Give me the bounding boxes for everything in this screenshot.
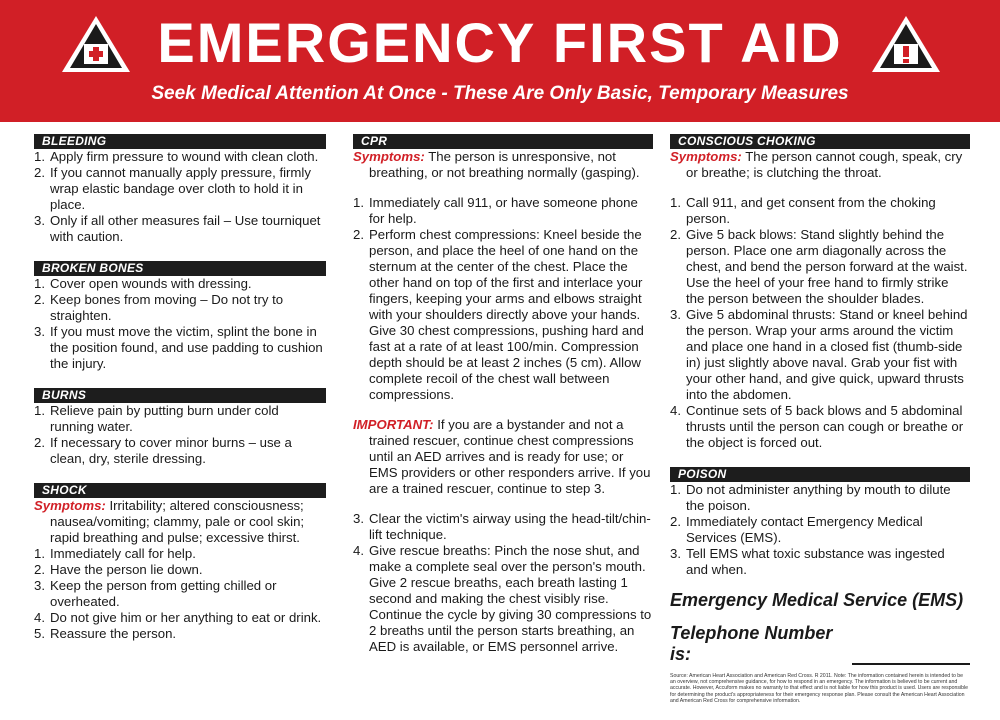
section-heading: SHOCK (34, 483, 326, 498)
shock-body (34, 498, 326, 642)
section-burns (34, 388, 326, 467)
page-title: EMERGENCY FIRST AID (157, 11, 843, 74)
column-middle (353, 134, 653, 671)
section-bleeding (34, 134, 326, 245)
list-item: 2. Keep bones from moving – Do not try to straighten. (34, 292, 284, 323)
list-item: 4. Do not give him or her anything to eat or drink. (34, 610, 322, 625)
list-item: 1. Relieve pain by putting burn under cold running water. (34, 403, 279, 434)
symptoms-text: Symptoms: The person is unresponsive, not breathing, or not breathing normally (gasping). (353, 149, 640, 180)
section-cpr (353, 134, 653, 655)
list-item: 2. If you cannot manually apply pressure, firmly wrap elastic bandage over cloth to hold it in place. (34, 165, 311, 212)
list-item: 3. Tell EMS what toxic substance was ingested and when. (670, 546, 945, 577)
list-item: 1. Do not administer anything by mouth to dilute the poison. (670, 482, 951, 513)
column-left (34, 134, 326, 658)
list-item: 1. Apply firm pressure to wound with clean cloth. (34, 149, 319, 164)
symptoms-text: Symptoms: Irritability; altered consciousness; nausea/vomiting; clammy, pale or cool skin; rapid breathing and pulse; excessive thirst. (34, 498, 305, 545)
list-item: 3. If you must move the victim, splint the bone in the position found, and use padding to cushion the injury. (34, 324, 323, 371)
list-item: 5. Reassure the person. (34, 626, 177, 641)
section-poison (670, 467, 970, 704)
broken-bones-list (34, 276, 326, 372)
list-item: 1. Immediately call 911, or have someone phone for help. (353, 195, 638, 226)
section-heading: POISON (670, 467, 970, 482)
list-item: 3. Only if all other measures fail – Use tourniquet with caution. (34, 213, 321, 244)
fine-print: Source: American Heart Association and American Red Cross. R 2011. Note: The information contained herein is intended to be an overview, not comprehensive guidance, for how to respond in an emergency. The information is believed to be current and accurate. However, Accuform makes no warranty to that effect and is not liable for how this product is used. Users are responsible for determining the product's appropriateness for their emergency response plan. Please consult the American Heart Association and American Red Cross for comprehensive information. (670, 673, 969, 704)
list-item: 3. Clear the victim's airway using the head-tilt/chin-lift technique. (353, 511, 651, 542)
page-subtitle: Seek Medical Attention At Once - These Are Only Basic, Temporary Measures (151, 83, 849, 104)
poison-list (670, 482, 970, 578)
phone-row (670, 623, 970, 665)
list-item: 1. Immediately call for help. (34, 546, 196, 561)
cpr-body (353, 149, 653, 655)
list-item: 2. Perform chest compressions: Kneel beside the person, and place the heel of one hand on the sternum at the center of the chest. Place the other hand on top of the first and interlace your fingers, keeping your arms and elbows straight with your shoulders directly above your hands. Give 30 chest compressions, pushing hard and fast at a rate of at least 100/min. Compression depth should be at least 2 inches (5 cm). Allow complete recoil of the chest wall between compressions. (353, 227, 644, 402)
header-banner (0, 0, 1000, 122)
list-item: 3. Give 5 abdominal thrusts: Stand or kneel behind the person. Wrap your arms around the victim and place one hand in a closed fist (thumb-side in) just slightly above naval. Grab your fist with your other hand, and give quick, upward thrusts into the abdomen. (670, 307, 968, 402)
section-broken-bones (34, 261, 326, 372)
bleeding-list (34, 149, 326, 245)
section-heading: BLEEDING (34, 134, 326, 149)
list-item: 1. Cover open wounds with dressing. (34, 276, 252, 291)
section-heading: CPR (353, 134, 653, 149)
choking-body (670, 149, 970, 451)
list-item: 2. Give 5 back blows: Stand slightly behind the person. Place one arm diagonally across the chest, and bend the person forward at the waist. Use the heel of your free hand to firmly strike the person between the shoulder blades. (670, 227, 968, 306)
section-heading: CONSCIOUS CHOKING (670, 134, 970, 149)
section-heading: BROKEN BONES (34, 261, 326, 276)
list-item: 4. Continue sets of 5 back blows and 5 abdominal thrusts until the person can cough or breathe or the object is forced out. (670, 403, 964, 450)
phone-label: Telephone Number is: (670, 623, 833, 664)
section-shock (34, 483, 326, 642)
column-right (670, 134, 970, 720)
important-note: IMPORTANT: If you are a bystander and not a trained rescuer, continue chest compressions until an AED arrives and is ready for use; or EMS providers or other responders arrive. If you are a trained rescuer, continue to step 3. (353, 417, 651, 496)
section-heading: BURNS (34, 388, 326, 403)
list-item: 3. Keep the person from getting chilled or overheated. (34, 578, 277, 609)
ems-title: Emergency Medical Service (EMS) (670, 590, 964, 610)
symptoms-text: Symptoms: The person cannot cough, speak, cry or breathe; is clutching the throat. (670, 149, 963, 180)
list-item: 1. Call 911, and get consent from the choking person. (670, 195, 936, 226)
phone-blank-line (852, 647, 970, 665)
list-item: 2. Immediately contact Emergency Medical Services (EMS). (670, 514, 923, 545)
burns-list (34, 403, 326, 467)
list-item: 2. Have the person lie down. (34, 562, 203, 577)
section-conscious-choking (670, 134, 970, 451)
list-item: 4. Give rescue breaths: Pinch the nose shut, and make a complete seal over the person's mouth. Give 2 rescue breaths, each breath lasting 1 second and making the chest visibly rise. Continue the cycle by giving 30 compressions to 2 breaths until the person starts breathing, an AED is available, or EMS personnel arrive. (353, 543, 652, 654)
list-item: 2. If necessary to cover minor burns – use a clean, dry, sterile dressing. (34, 435, 292, 466)
